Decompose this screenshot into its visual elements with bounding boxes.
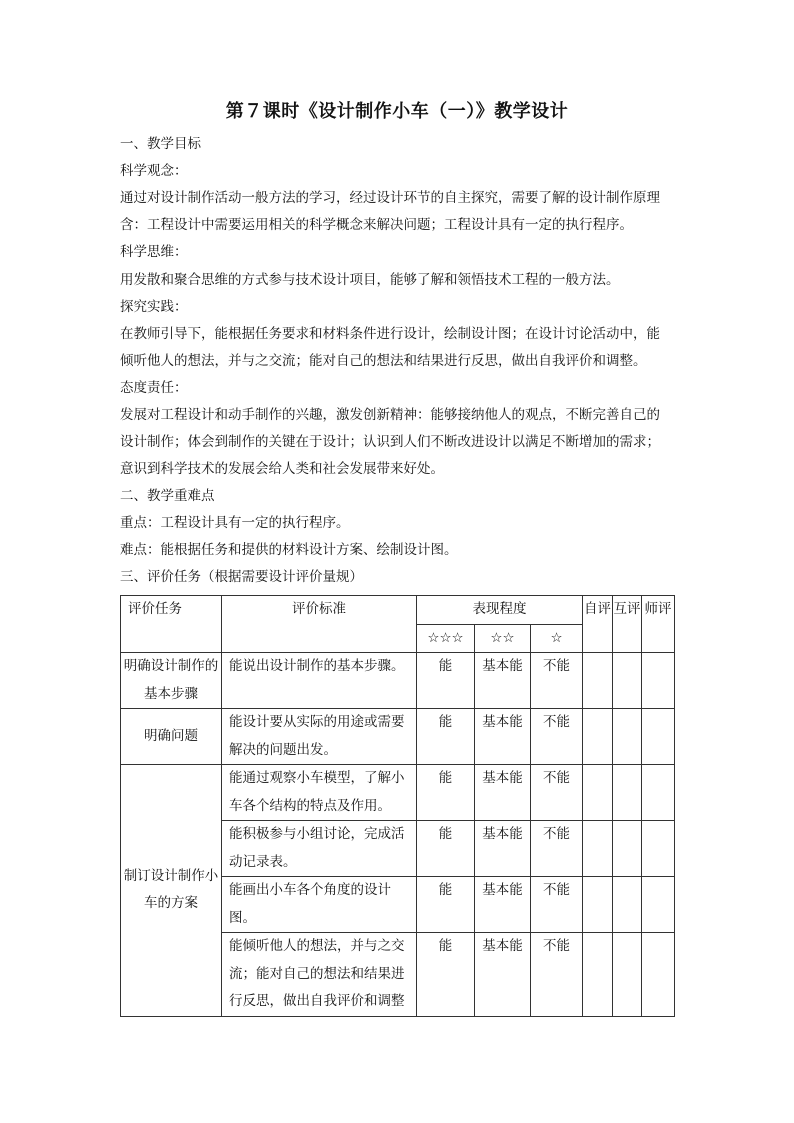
level-cell: 不能: [531, 877, 583, 933]
header-task: 评价任务: [121, 596, 222, 653]
criteria-cell: 能倾听他人的想法，并与之交流；能对自己的想法和结果进行反思，做出自我评价和调整: [222, 933, 417, 1017]
self-eval-cell[interactable]: [583, 821, 613, 877]
paragraph-line: 发展对工程设计和动手制作的兴趣，激发创新精神：能够接纳他人的观点，不断完善自己的: [120, 407, 660, 423]
peer-eval-cell[interactable]: [613, 877, 642, 933]
teacher-eval-cell[interactable]: [642, 933, 675, 1017]
task-cell: 明确问题: [121, 709, 222, 765]
level-cell: 能: [417, 821, 475, 877]
self-eval-cell[interactable]: [583, 877, 613, 933]
level-cell: 基本能: [475, 933, 531, 1017]
header-criteria: 评价标准: [222, 596, 417, 653]
paragraph-line: 在教师引导下，能根据任务要求和材料条件进行设计，绘制设计图；在设计讨论活动中，能: [120, 326, 660, 342]
level-cell: 能: [417, 653, 475, 709]
peer-eval-cell[interactable]: [613, 821, 642, 877]
teacher-eval-cell[interactable]: [642, 709, 675, 765]
criteria-cell: 能画出小车各个角度的设计图。: [222, 877, 417, 933]
level-cell: 不能: [531, 653, 583, 709]
peer-eval-cell[interactable]: [613, 765, 642, 821]
criteria-cell: 能积极参与小组讨论，完成活动记录表。: [222, 821, 417, 877]
teacher-eval-cell[interactable]: [642, 765, 675, 821]
level-cell: 能: [417, 877, 475, 933]
teacher-eval-cell[interactable]: [642, 877, 675, 933]
table-header-row: [121, 596, 675, 625]
level-cell: 能: [417, 765, 475, 821]
paragraph-line: 倾听他人的想法，并与之交流；能对自己的想法和结果进行反思，做出自我评价和调整。: [120, 353, 647, 369]
level-cell: 基本能: [475, 709, 531, 765]
level-cell: 不能: [531, 821, 583, 877]
table-row: [121, 709, 675, 765]
label-science-concept: 科学观念：: [120, 163, 188, 179]
criteria-cell: 能通过观察小车模型，了解小车各个结构的特点及作用。: [222, 765, 417, 821]
self-eval-cell[interactable]: [583, 653, 613, 709]
task-cell: 明确设计制作的基本步骤: [121, 653, 222, 709]
teacher-eval-cell[interactable]: [642, 653, 675, 709]
header-teacher: 师评: [642, 596, 675, 653]
key-point-line: 重点：工程设计具有一定的执行程序。: [120, 515, 350, 531]
level-cell: 基本能: [475, 821, 531, 877]
teacher-eval-cell[interactable]: [642, 821, 675, 877]
section-heading-goals: 一、教学目标: [120, 136, 201, 152]
label-science-thinking: 科学思维：: [120, 244, 188, 260]
paragraph-line: 设计制作；体会到制作的关键在于设计；认识到人们不断改进设计以满足不断增加的需求；: [120, 434, 660, 450]
header-three-stars: ☆☆☆: [417, 624, 475, 653]
table-row: [121, 765, 675, 821]
level-cell: 基本能: [475, 765, 531, 821]
section-heading-key-points: 二、教学重难点: [120, 488, 215, 504]
self-eval-cell[interactable]: [583, 765, 613, 821]
header-one-star: ☆: [531, 624, 583, 653]
header-self: 自评: [583, 596, 613, 653]
header-peer: 互评: [613, 596, 642, 653]
page-title: 第７课时《设计制作小车（一）》教学设计: [225, 101, 569, 122]
level-cell: 不能: [531, 709, 583, 765]
level-cell: 能: [417, 933, 475, 1017]
evaluation-table: [120, 595, 675, 1017]
label-inquiry-practice: 探究实践：: [120, 299, 188, 315]
header-two-stars: ☆☆: [475, 624, 531, 653]
peer-eval-cell[interactable]: [613, 709, 642, 765]
criteria-cell: 能说出设计制作的基本步骤。: [222, 653, 417, 709]
section-heading-evaluation: 三、评价任务（根据需要设计评价量规）: [120, 569, 363, 585]
peer-eval-cell[interactable]: [613, 653, 642, 709]
task-cell: 制订设计制作小车的方案: [121, 765, 222, 1017]
level-cell: 基本能: [475, 877, 531, 933]
peer-eval-cell[interactable]: [613, 933, 642, 1017]
paragraph-line: 用发散和聚合思维的方式参与技术设计项目，能够了解和领悟技术工程的一般方法。: [120, 272, 620, 288]
paragraph-line: 意识到科学技术的发展会给人类和社会发展带来好处。: [120, 461, 444, 477]
level-cell: 能: [417, 709, 475, 765]
paragraph-line: 通过对设计制作活动一般方法的学习，经过设计环节的自主探究，需要了解的设计制作原理: [120, 190, 660, 206]
level-cell: 不能: [531, 765, 583, 821]
header-level: 表现程度: [417, 596, 583, 625]
criteria-cell: 能设计要从实际的用途或需要解决的问题出发。: [222, 709, 417, 765]
self-eval-cell[interactable]: [583, 933, 613, 1017]
self-eval-cell[interactable]: [583, 709, 613, 765]
label-attitude: 态度责任：: [120, 380, 188, 396]
level-cell: 基本能: [475, 653, 531, 709]
level-cell: 不能: [531, 933, 583, 1017]
paragraph-line: 含：工程设计中需要运用相关的科学概念来解决问题；工程设计具有一定的执行程序。: [120, 217, 633, 233]
table-row: [121, 653, 675, 709]
difficulty-line: 难点：能根据任务和提供的材料设计方案、绘制设计图。: [120, 542, 458, 558]
